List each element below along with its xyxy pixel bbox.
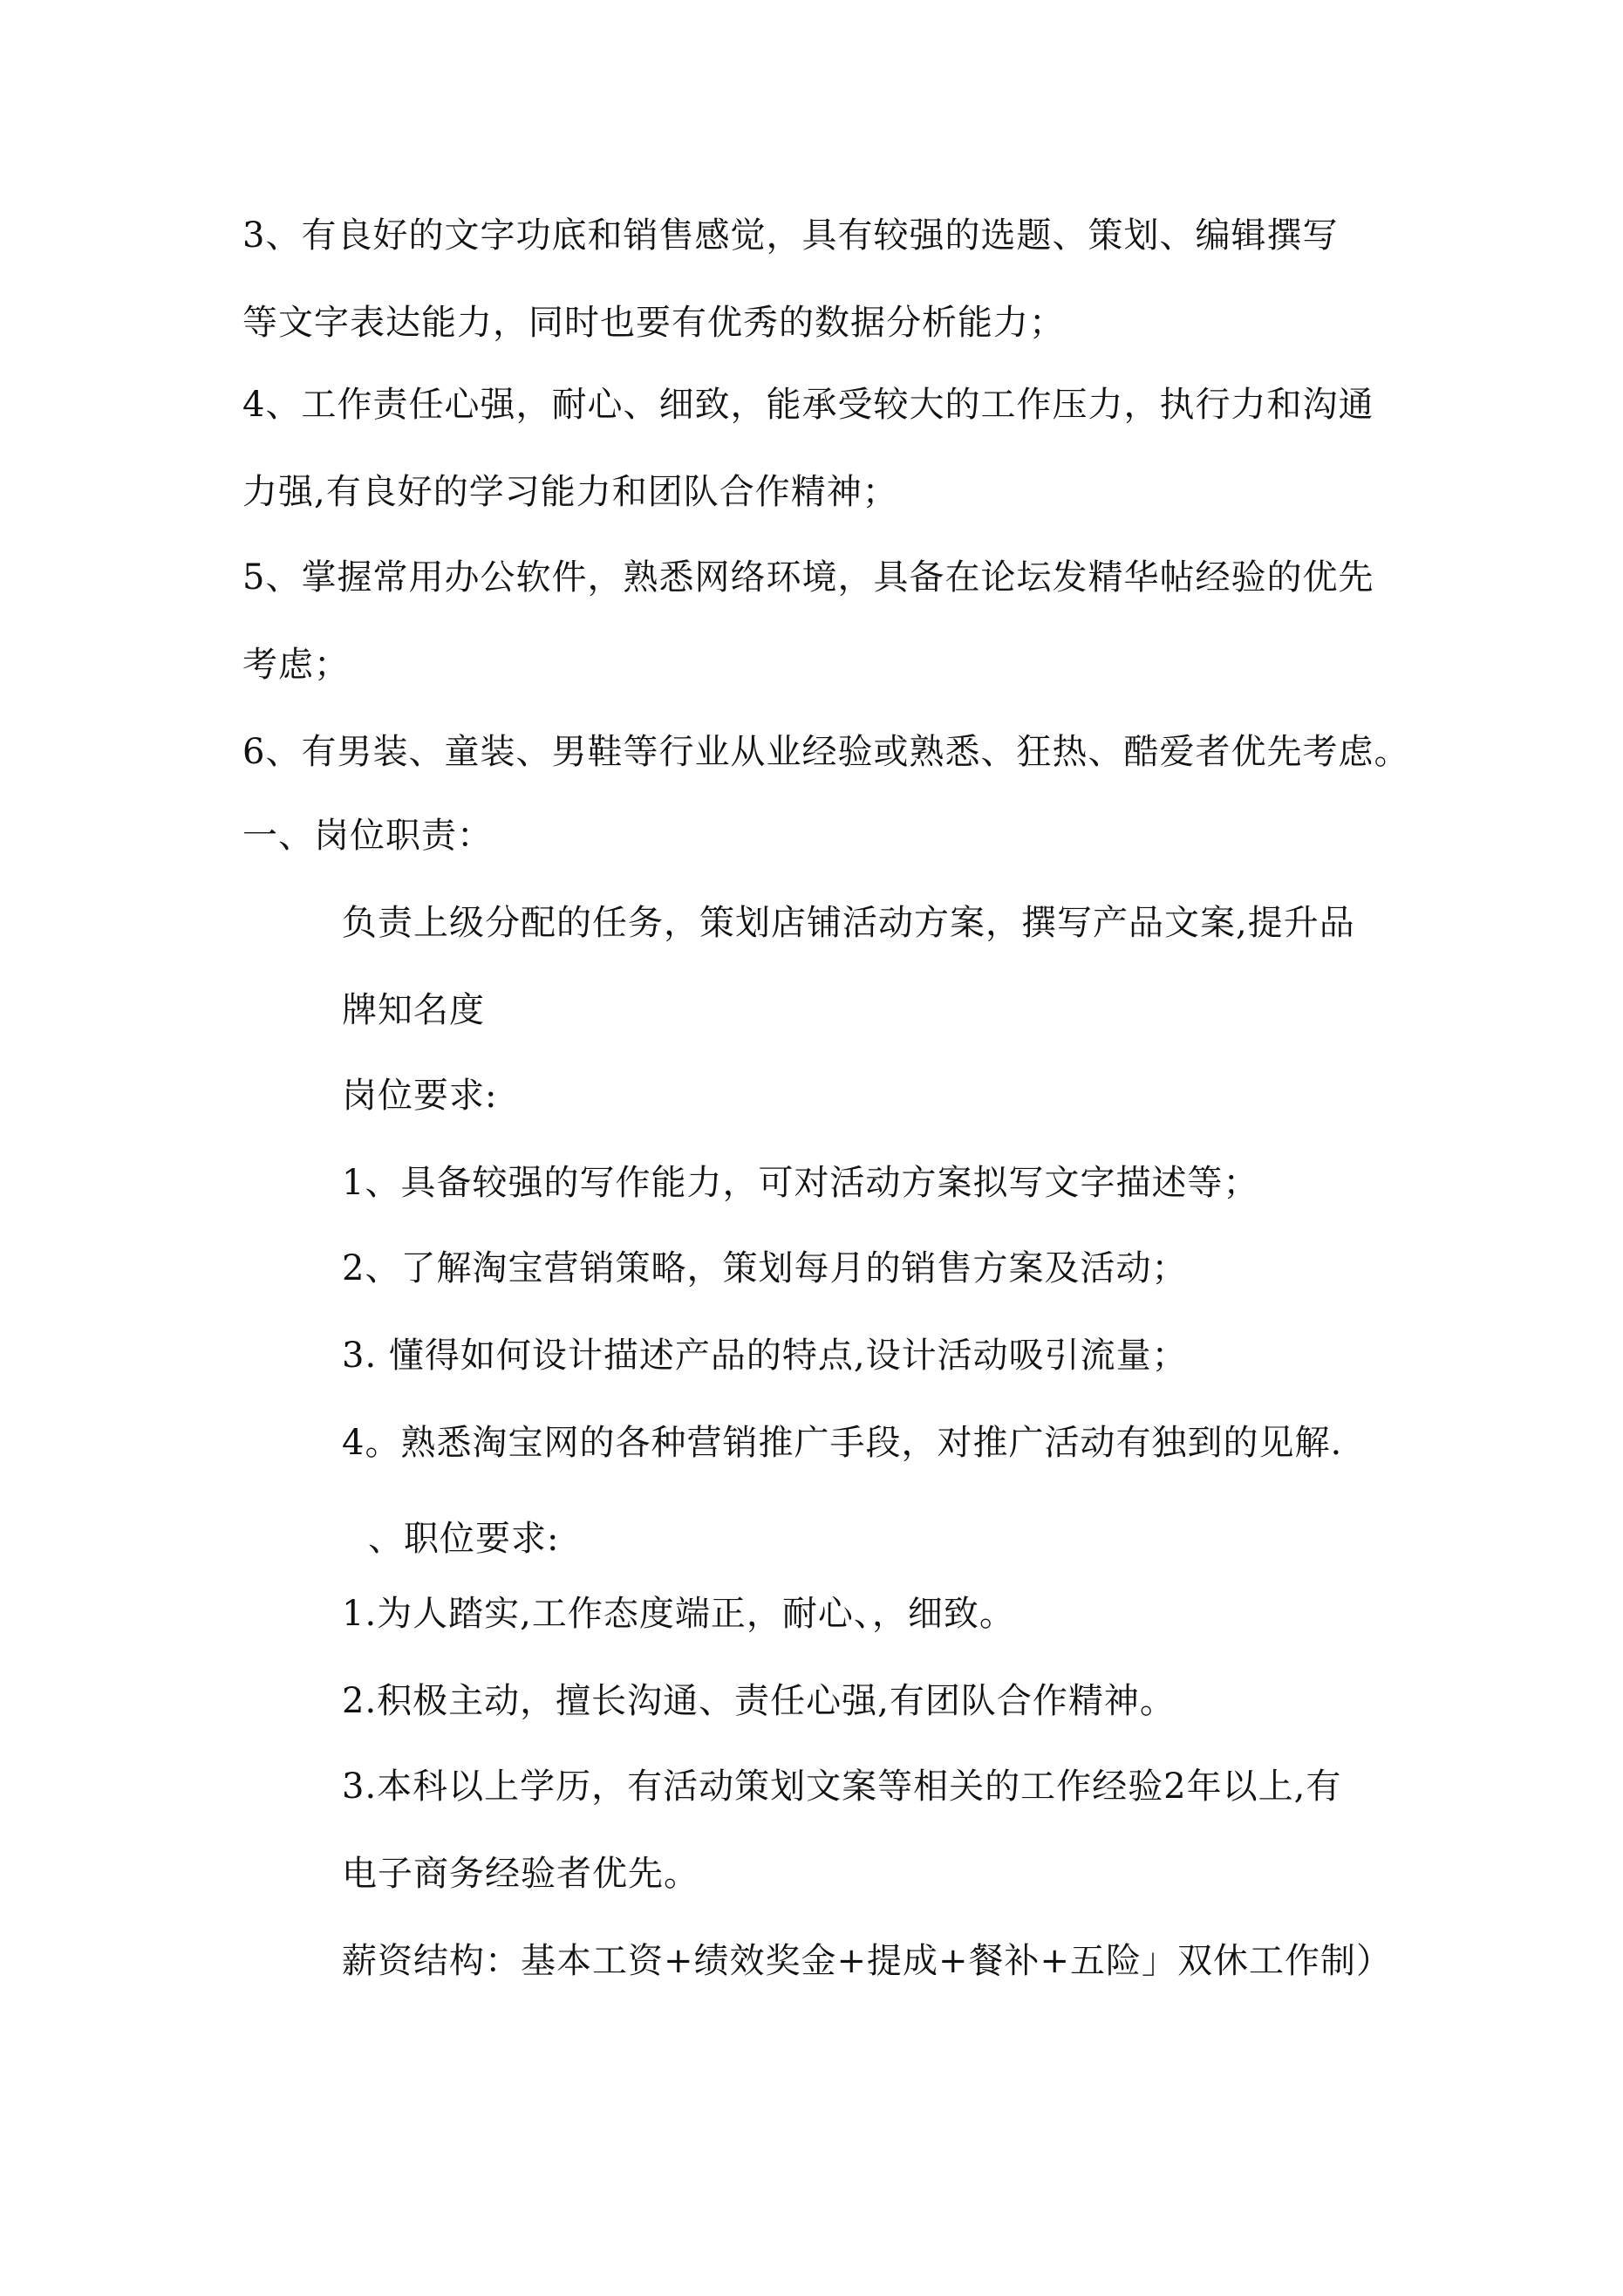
requirement-4-line-2: 力强,有良好的学习能力和团队合作精神； xyxy=(242,472,898,512)
requirement-3-line-1: 3、有良好的文字功底和销售感觉，具有较强的选题、策划、编辑撰写 xyxy=(242,215,1339,256)
position-requirement-3-line-2: 电子商务经验者优先。 xyxy=(342,1854,699,1894)
duties-line-1: 负责上级分配的任务，策划店铺活动方案，撰写产品文案,提升品 xyxy=(342,903,1355,943)
job-requirement-2: 2、了解淘宝营销策略，策划每月的销售方案及活动； xyxy=(342,1248,1188,1288)
position-requirement-3-line-1: 3.本科以上学历，有活动策划文案等相关的工作经验2年以上,有 xyxy=(342,1766,1342,1807)
job-requirement-3: 3. 懂得如何设计描述产品的特点,设计活动吸引流量； xyxy=(342,1336,1188,1376)
position-requirement-1: 1.为人踏实,工作态度端正，耐心、，细致。 xyxy=(342,1594,1015,1634)
subheading-position-requirements: 、职位要求: xyxy=(368,1519,560,1559)
duties-line-2: 牌知名度 xyxy=(342,990,485,1030)
requirement-6-line: 6、有男装、童装、男鞋等行业从业经验或熟悉、狂热、酷爱者优先考虑。 xyxy=(242,732,1410,772)
section-heading-duties: 一、岗位职责： xyxy=(242,816,493,856)
job-requirement-1: 1、具备较强的写作能力，可对活动方案拟写文字描述等； xyxy=(342,1163,1259,1203)
requirement-3-line-2: 等文字表达能力，同时也要有优秀的数据分析能力； xyxy=(242,303,1065,343)
requirement-4-line-1: 4、工作责任心强，耐心、细致，能承受较大的工作压力，执行力和沟通 xyxy=(242,385,1374,425)
requirement-5-line-2: 考虑； xyxy=(242,645,350,685)
job-requirement-4: 4。熟悉淘宝网的各种营销推广手段，对推广活动有独到的见解. xyxy=(342,1423,1343,1463)
requirement-5-line-1: 5、掌握常用办公软件，熟悉网络环境，具备在论坛发精华帖经验的优先 xyxy=(242,557,1374,598)
position-requirement-2: 2.积极主动，擅长沟通、责任心强,有团队合作精神。 xyxy=(342,1681,1176,1721)
salary-structure: 薪资结构：基本工资+绩效奖金+提成+餐补+五险」双休工作制） xyxy=(342,1941,1393,1981)
subheading-requirements: 岗位要求: xyxy=(342,1076,498,1116)
